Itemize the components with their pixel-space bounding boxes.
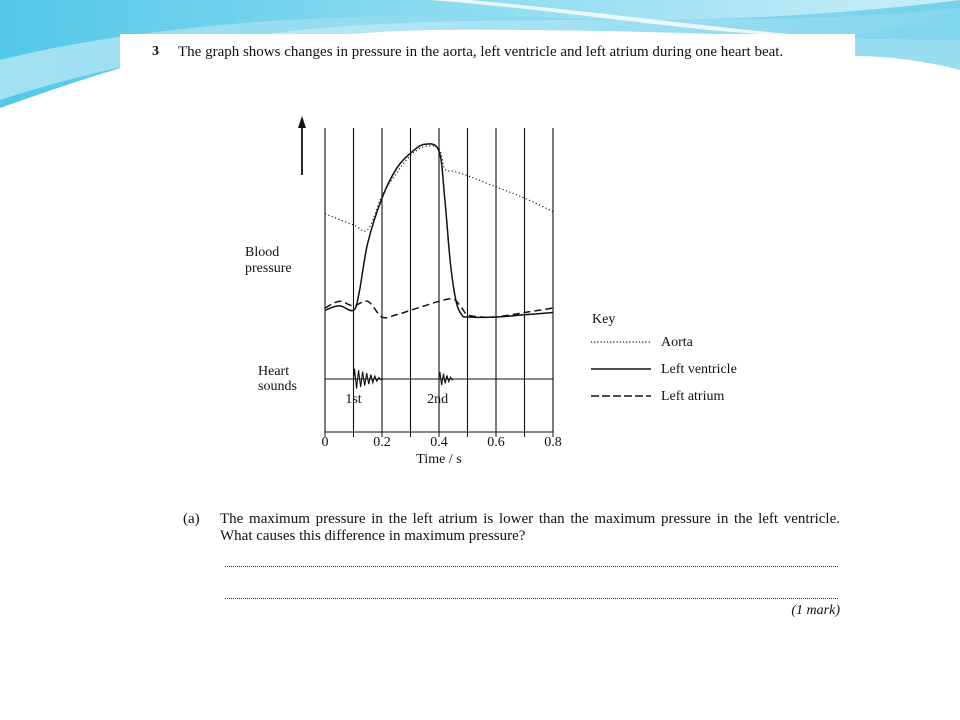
x-tick-label: 0.4 <box>430 435 448 450</box>
question-number: 3 <box>152 44 159 59</box>
heart-sound-label: 1st <box>345 392 362 407</box>
legend-label: Left atrium <box>661 389 725 404</box>
legend-title: Key <box>592 312 616 327</box>
x-axis-label: Time / s <box>416 452 462 467</box>
part-a-text: The maximum pressure in the left atrium is lower than the maximum pressure in the left ventricle. What causes this difference in maximum pressure? <box>220 511 840 544</box>
x-tick-labels <box>322 435 562 450</box>
y-axis-label-line-2: pressure <box>245 261 292 276</box>
heart-sound-waveform <box>354 369 383 389</box>
heart-sounds-label-line-1: Heart <box>258 364 290 379</box>
answer-line-1[interactable] <box>225 566 838 567</box>
legend-label: Left ventricle <box>661 362 737 377</box>
question-text: The graph shows changes in pressure in the aorta, left ventricle and left atrium during one heart beat. <box>178 44 784 60</box>
x-tick-label: 0.8 <box>544 435 562 450</box>
part-a-marks: (1 mark) <box>791 603 840 618</box>
x-tick-label: 0 <box>321 435 329 450</box>
y-axis-arrow-head <box>298 116 306 128</box>
legend-label: Aorta <box>661 335 693 350</box>
heart-sound-label: 2nd <box>427 392 449 407</box>
grid-lines <box>325 128 553 437</box>
x-tick-label: 0.6 <box>487 435 505 450</box>
legend <box>591 312 737 404</box>
answer-line-2[interactable] <box>225 598 838 599</box>
heart-sound-waveform <box>439 372 453 385</box>
part-a-label: (a) <box>183 511 200 527</box>
heart-sounds-label-line-2: sounds <box>258 379 297 394</box>
x-tick-label: 0.2 <box>373 435 391 450</box>
y-axis-label-line-1: Blood <box>245 245 280 260</box>
